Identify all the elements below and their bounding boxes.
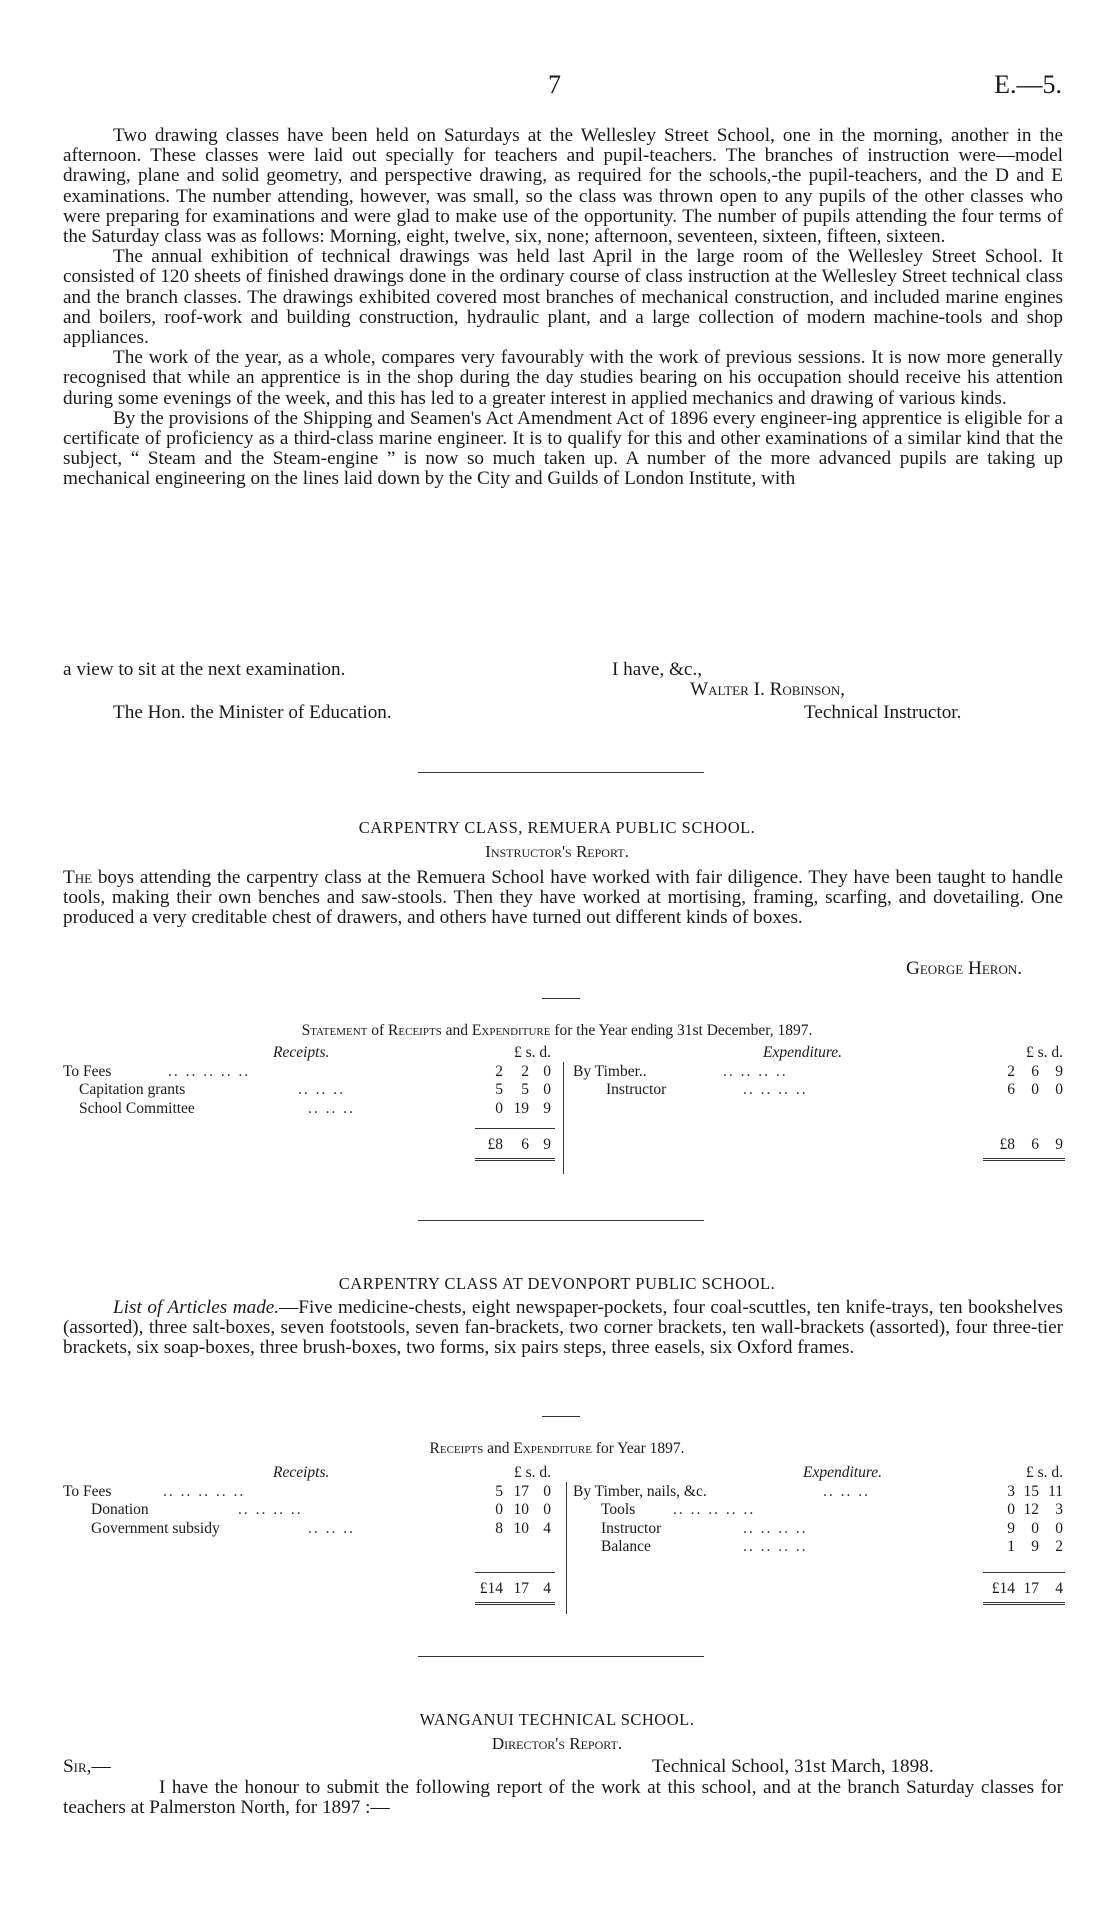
expenditure-label: Instructor	[601, 1519, 662, 1537]
signatory-name: Walter I. Robinson,	[690, 679, 845, 700]
column-headers	[63, 1464, 1063, 1483]
column-headers	[63, 1044, 1063, 1063]
shillings: 5	[521, 1081, 529, 1098]
title-part: Expenditure	[513, 1440, 592, 1457]
pounds: 2	[495, 1062, 503, 1080]
table-row	[63, 1538, 1063, 1557]
final-line: a view to sit at the next examination.	[63, 659, 346, 680]
total-double-rule	[983, 1158, 1065, 1161]
shillings: 0	[1031, 1519, 1039, 1537]
total-shillings: 6	[521, 1136, 529, 1153]
leader-dots: .. .. ..	[308, 1519, 355, 1537]
pounds: 0	[495, 1099, 503, 1117]
section-subheading: Director's Report.	[491, 1734, 623, 1753]
subtotal-rule	[983, 1572, 1065, 1573]
table-row	[63, 1501, 1063, 1520]
shillings: 10	[513, 1501, 529, 1518]
leader-dots: .. .. .. ..	[743, 1519, 808, 1537]
total-pence: 9	[1055, 1136, 1063, 1153]
paragraph: The work of the year, as a whole, compares very favourably with the work of previous sessions. It is now more generally recognised that while an apprentice is in the shop during the day studies bearing on his occupation should receive his attention during some evenings of the week, and this has led to a greater interest in applied mechanics and drawing of various kinds.	[63, 347, 1063, 409]
total-pounds: £14	[991, 1580, 1015, 1597]
title-part: of	[367, 1022, 389, 1039]
leader-dots: .. .. ..	[298, 1081, 345, 1098]
receipt-label: Capitation grants	[79, 1081, 186, 1098]
pounds: 2	[1007, 1062, 1015, 1080]
total-pence: 4	[1055, 1580, 1063, 1597]
total-double-rule	[475, 1602, 555, 1605]
pence: 0	[543, 1062, 551, 1080]
section-heading: CARPENTRY CLASS, REMUERA PUBLIC SCHOOL.	[358, 818, 756, 837]
pounds: 6	[1007, 1081, 1015, 1098]
receipt-label: To Fees	[63, 1062, 112, 1080]
leader-dots: .. .. .. ..	[743, 1081, 808, 1098]
table-row	[63, 1520, 1063, 1539]
pence: 0	[1055, 1519, 1063, 1537]
total-pounds: £8	[999, 1136, 1015, 1153]
receipts-header: Receipts.	[273, 1044, 330, 1061]
leader-dots: .. .. .. .. ..	[163, 1482, 246, 1500]
shillings: 6	[1031, 1062, 1039, 1080]
paragraph	[63, 1298, 1063, 1359]
column-divider	[563, 1062, 564, 1174]
pounds: 5	[495, 1482, 503, 1500]
expenditure-header: Expenditure.	[763, 1044, 843, 1061]
short-divider	[542, 998, 580, 999]
shillings: 19	[513, 1099, 529, 1117]
paragraph	[63, 868, 1063, 929]
subtotal-rule	[475, 1128, 555, 1129]
total-pounds: £8	[487, 1136, 503, 1153]
title-part: and	[441, 1022, 472, 1039]
receipt-label: To Fees	[63, 1482, 112, 1500]
expenditure-header: Expenditure.	[803, 1464, 883, 1481]
paragraph: The annual exhibition of technical drawings was held last April in the large room of the Wellesley Street School. It consisted of 120 sheets of finished drawings done in the ordinary course of class instruction at the Wellesley Street technical class and the branch classes. The drawings exhibited covered most branches of mechanical construction, and included marine engines and boilers, roof-work and building construction, hydraulic plant, and a large collection of modern machine-tools and shop appliances.	[63, 246, 1063, 349]
title-part: for the Year ending 31st December, 1897.	[550, 1022, 813, 1039]
remuera-report	[63, 868, 1063, 929]
total-pounds: £14	[479, 1580, 503, 1597]
receipts-header: Receipts.	[273, 1464, 330, 1481]
series-code: E.—5.	[994, 70, 1062, 99]
total-double-rule	[475, 1158, 555, 1161]
devonport-account	[63, 1464, 1063, 1614]
pence: 0	[543, 1501, 551, 1518]
page-number: 7	[548, 70, 561, 99]
title-part: Receipts	[388, 1022, 442, 1039]
shillings: 17	[513, 1482, 529, 1500]
expenditure-label: By Timber..	[573, 1062, 647, 1080]
expenditure-label: Tools	[601, 1501, 636, 1518]
paragraph-text: boys attending the carpentry class at the Remuera School have worked with fair diligence. They have been taught to handle tools, making their own benches and saw-stools. Then they have worked at mortising, framing, scarfing, and dovetailing. One produced a very creditable chest of drawers, and others have turned out different kinds of boxes.	[63, 867, 1063, 929]
pence: 11	[1048, 1482, 1063, 1500]
total-double-rule	[983, 1602, 1065, 1605]
shillings: 9	[1031, 1538, 1039, 1555]
section-divider	[418, 1220, 704, 1221]
section-heading: WANGANUI TECHNICAL SCHOOL.	[419, 1710, 695, 1729]
pence: 0	[543, 1482, 551, 1500]
pence: 9	[1055, 1062, 1063, 1080]
pounds: 1	[1007, 1538, 1015, 1555]
subtotal-rule	[475, 1572, 555, 1573]
title-part: Receipts	[429, 1440, 484, 1457]
remuera-account	[63, 1044, 1063, 1174]
lead-word: The	[63, 867, 93, 888]
shillings: 12	[1023, 1501, 1039, 1518]
pounds: 9	[1007, 1519, 1015, 1537]
wellesley-report	[63, 126, 1063, 490]
total-shillings: 17	[1023, 1580, 1039, 1597]
pence: 0	[543, 1081, 551, 1098]
total-pence: 4	[543, 1580, 551, 1597]
statement-title	[0, 1440, 1114, 1458]
section-divider	[418, 772, 704, 773]
title-part: and	[483, 1440, 514, 1457]
receipt-label: School Committee	[79, 1099, 195, 1117]
short-divider	[542, 1416, 580, 1417]
pounds: 8	[495, 1519, 503, 1537]
pounds: 3	[1007, 1482, 1015, 1500]
total-shillings: 6	[1031, 1136, 1039, 1153]
title-part: Statement	[301, 1022, 368, 1039]
leader-dots: .. .. ..	[308, 1099, 355, 1117]
leader-dots: .. .. .. ..	[723, 1062, 788, 1080]
lsd-header: £ s. d.	[1025, 1044, 1063, 1061]
pence: 3	[1055, 1501, 1063, 1518]
table-row	[63, 1483, 1063, 1502]
pence: 9	[543, 1099, 551, 1117]
shillings: 15	[1023, 1482, 1039, 1500]
expenditure-label: By Timber, nails, &c.	[573, 1482, 707, 1500]
total-pence: 9	[543, 1136, 551, 1153]
shillings: 0	[1031, 1081, 1039, 1098]
wanganui-report	[63, 1778, 1063, 1818]
leader-dots: .. .. .. .. ..	[168, 1062, 251, 1080]
list-text: —Five medicine-chests, eight newspaper-pockets, four coal-scuttles, ten knife-trays, ten bookshelves (assorted), three salt-boxes, seven footstools, seven fan-brackets, two corner brackets, ten wall-brackets (assorted), four three-tier brackets, six soap-boxes, three brush-boxes, two forms, six pairs steps, three easels, six Oxford frames.	[63, 1297, 1063, 1359]
lsd-header: £ s. d.	[513, 1464, 551, 1481]
dateline: Technical School, 31st March, 1898.	[652, 1756, 934, 1777]
lsd-header: £ s. d.	[513, 1044, 551, 1061]
receipt-label: Donation	[91, 1501, 149, 1518]
leader-dots: .. .. .. .. ..	[673, 1501, 756, 1518]
paragraph: I have the honour to submit the following report of the work at this school, and at the branch Saturday classes for teachers at Palmerston North, for 1897 :—	[63, 1777, 1063, 1819]
leader-dots: .. .. .. ..	[238, 1501, 303, 1518]
paragraph: Two drawing classes have been held on Saturdays at the Wellesley Street School, one in the morning, another in the afternoon. These classes were laid out specially for teachers and pupil-teachers. The branches of instruction were—model drawing, plane and solid geometry, and perspective drawing, as required for the schools,-the pupil-teachers, and the D and E examinations. The number attending, however, was small, so the class was thrown open to any pupils of the other classes who were preparing for examinations and were glad to make use of the opportunity. The number of pupils attending the four terms of the Saturday class was as follows: Morning, eight, twelve, six, none; afternoon, seventeen, sixteen, fifteen, sixteen.	[63, 125, 1063, 248]
column-divider	[566, 1482, 567, 1614]
section-heading: CARPENTRY CLASS AT DEVONPORT PUBLIC SCHOOL.	[338, 1274, 776, 1293]
pounds: 0	[495, 1501, 503, 1518]
title-part: Expenditure	[471, 1022, 551, 1039]
statement-title	[0, 1022, 1114, 1040]
pounds: 5	[495, 1081, 503, 1098]
list-title: List of Articles made.	[113, 1297, 280, 1318]
leader-dots: .. .. .. ..	[743, 1538, 808, 1555]
total-shillings: 17	[513, 1580, 529, 1597]
shillings: 10	[513, 1519, 529, 1537]
totals-row	[63, 1580, 1063, 1599]
section-divider	[418, 1656, 704, 1657]
pence: 2	[1055, 1538, 1063, 1555]
signatory-title: Technical Instructor.	[804, 702, 962, 723]
paragraph: By the provisions of the Shipping and Seamen's Act Amendment Act of 1896 every engineer-ing apprentice is eligible for a certificate of proficiency as a third-class marine engineer. It is to qualify for this and other examinations of a similar kind that the subject, “ Steam and the Steam-engine ” is now so much taken up. A number of the more advanced pupils are taking up mechanical engineering on the lines laid down by the City and Guilds of London Institute, with	[63, 407, 1063, 490]
devonport-list	[63, 1298, 1063, 1359]
expenditure-label: Balance	[601, 1538, 651, 1555]
page-header	[0, 70, 1114, 104]
salutation: Sir,—	[63, 1756, 111, 1777]
shillings: 2	[521, 1062, 529, 1080]
closing: I have, &c.,	[612, 659, 703, 680]
pence: 0	[1055, 1081, 1063, 1098]
lsd-header: £ s. d.	[1025, 1464, 1063, 1481]
section-subheading: Instructor's Report.	[485, 842, 629, 861]
title-part: for Year 1897.	[591, 1440, 685, 1457]
receipt-label: Government subsidy	[91, 1519, 220, 1537]
pence: 4	[543, 1519, 551, 1537]
expenditure-label: Instructor	[606, 1081, 667, 1098]
pounds: 0	[1007, 1501, 1015, 1518]
addressee: The Hon. the Minister of Education.	[113, 702, 392, 723]
signature: George Heron.	[906, 958, 1023, 979]
leader-dots: .. .. ..	[823, 1482, 870, 1500]
